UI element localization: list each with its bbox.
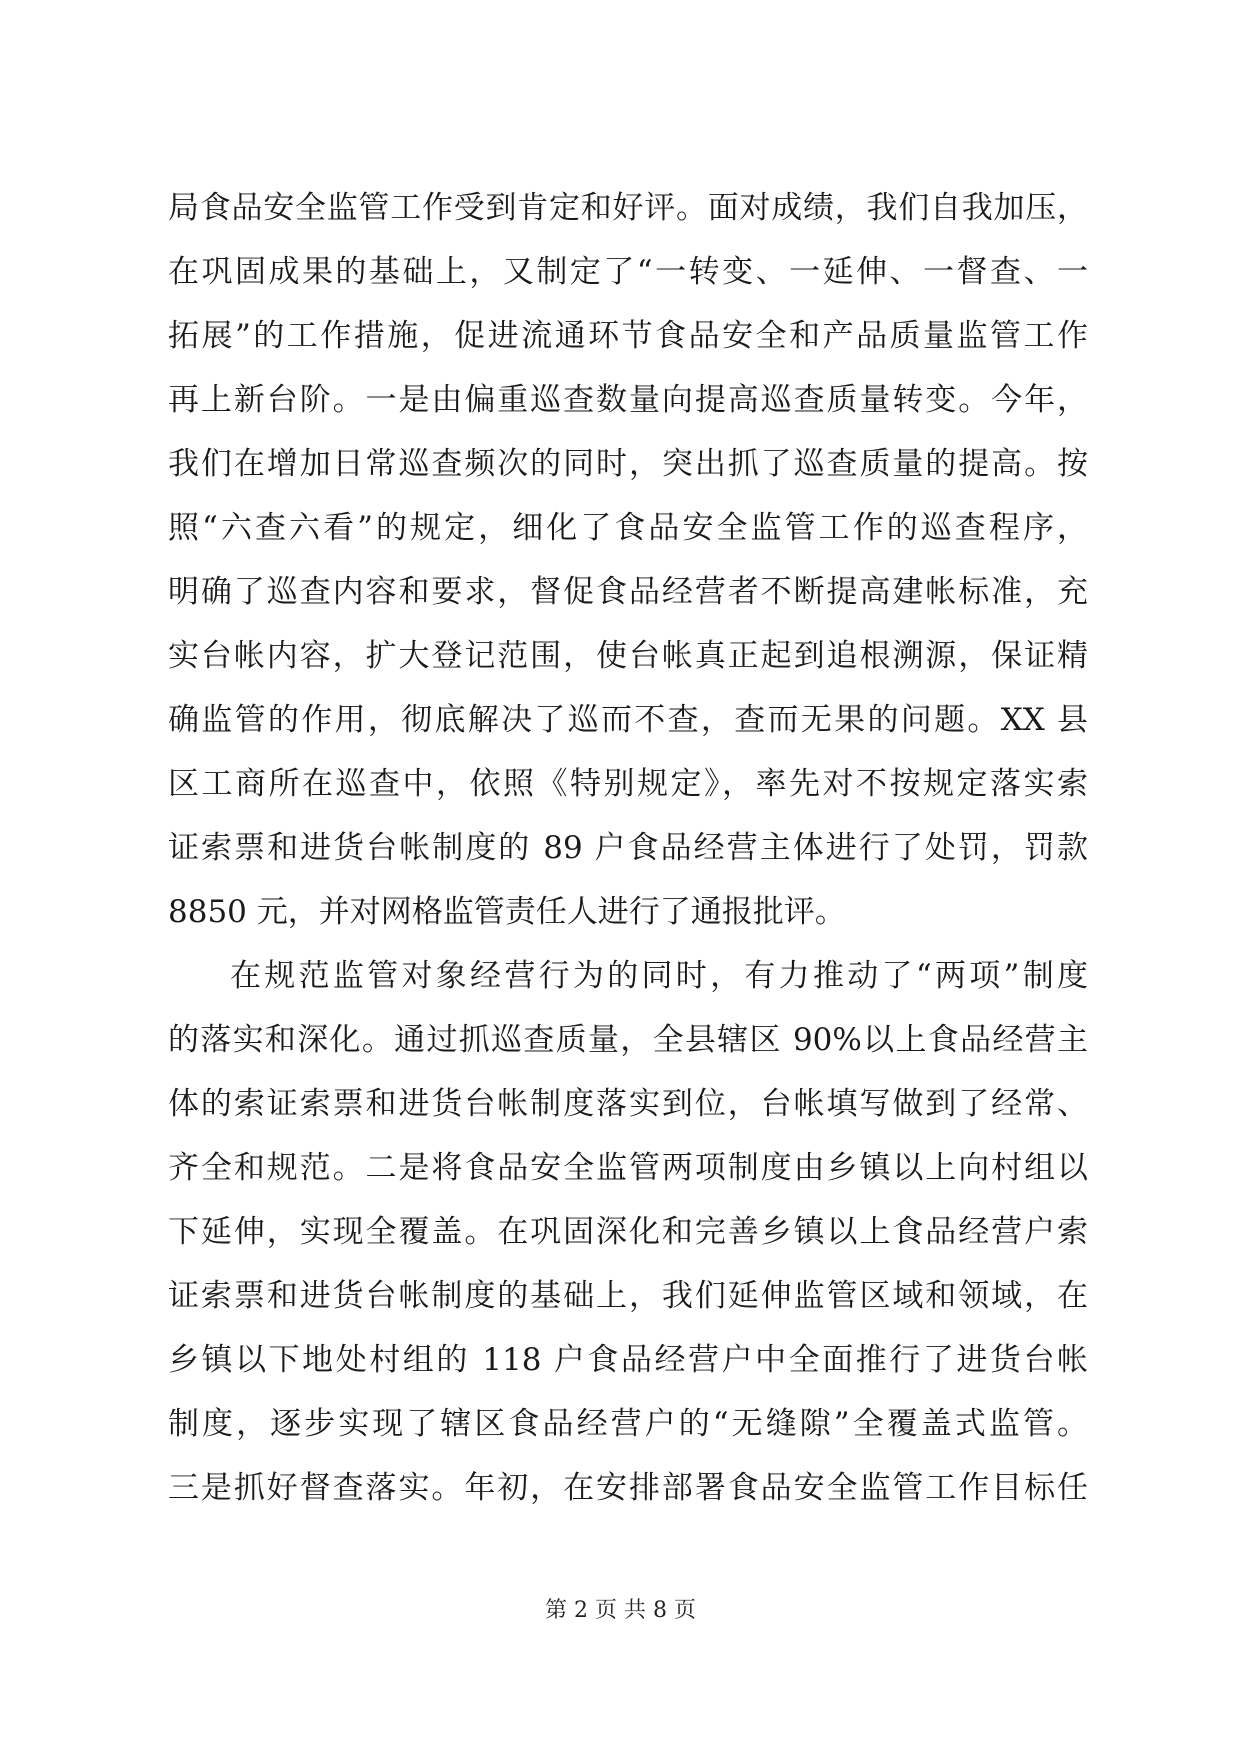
page-footer	[0, 1596, 1241, 1626]
text-line: 证索票和进货台帐制度的 89 户食品经营主体进行了处罚，罚款	[168, 830, 1088, 866]
text-line: 实台帐内容，扩大登记范围，使台帐真正起到追根溯源，保证精	[168, 638, 1088, 674]
text-line: 乡镇以下地处村组的 118 户食品经营户中全面推行了进货台帐	[168, 1342, 1088, 1378]
text-line: 拓展”的工作措施，促进流通环节食品安全和产品质量监管工作	[168, 318, 1088, 354]
text-line: 照“六查六看”的规定，细化了食品安全监管工作的巡查程序，	[168, 510, 1088, 546]
text-line: 三是抓好督查落实。年初，在安排部署食品安全监管工作目标任	[168, 1470, 1088, 1506]
paragraph-start-line: 在规范监管对象经营行为的同时，有力推动了“两项”制度	[230, 958, 1088, 994]
text-line: 局食品安全监管工作受到肯定和好评。面对成绩，我们自我加压，	[168, 190, 1088, 226]
text-line: 体的索证索票和进货台帐制度落实到位，台帐填写做到了经常、	[168, 1086, 1088, 1122]
text-line: 8850 元，并对网格监管责任人进行了通报批评。	[168, 894, 846, 930]
page-number-label: 第 2 页 共 8 页	[545, 1598, 696, 1623]
text-line: 在巩固成果的基础上，又制定了“一转变、一延伸、一督查、一	[168, 254, 1088, 290]
text-line: 下延伸，实现全覆盖。在巩固深化和完善乡镇以上食品经营户索	[168, 1214, 1088, 1250]
text-line: 的落实和深化。通过抓巡查质量，全县辖区 90%以上食品经营主	[168, 1022, 1088, 1058]
text-line: 制度，逐步实现了辖区食品经营户的“无缝隙”全覆盖式监管。	[168, 1406, 1088, 1442]
text-line: 证索票和进货台帐制度的基础上，我们延伸监管区域和领域，在	[168, 1278, 1088, 1314]
text-line: 区工商所在巡查中，依照《特别规定》，率先对不按规定落实索	[168, 766, 1088, 802]
text-line: 确监管的作用，彻底解决了巡而不查，查而无果的问题。XX 县	[168, 702, 1088, 738]
text-line: 我们在增加日常巡查频次的同时，突出抓了巡查质量的提高。按	[168, 446, 1088, 482]
text-line: 齐全和规范。二是将食品安全监管两项制度由乡镇以上向村组以	[168, 1150, 1088, 1186]
text-line: 明确了巡查内容和要求，督促食品经营者不断提高建帐标准，充	[168, 574, 1088, 610]
text-line: 再上新台阶。一是由偏重巡查数量向提高巡查质量转变。今年，	[168, 382, 1088, 418]
document-body	[168, 176, 1088, 1520]
